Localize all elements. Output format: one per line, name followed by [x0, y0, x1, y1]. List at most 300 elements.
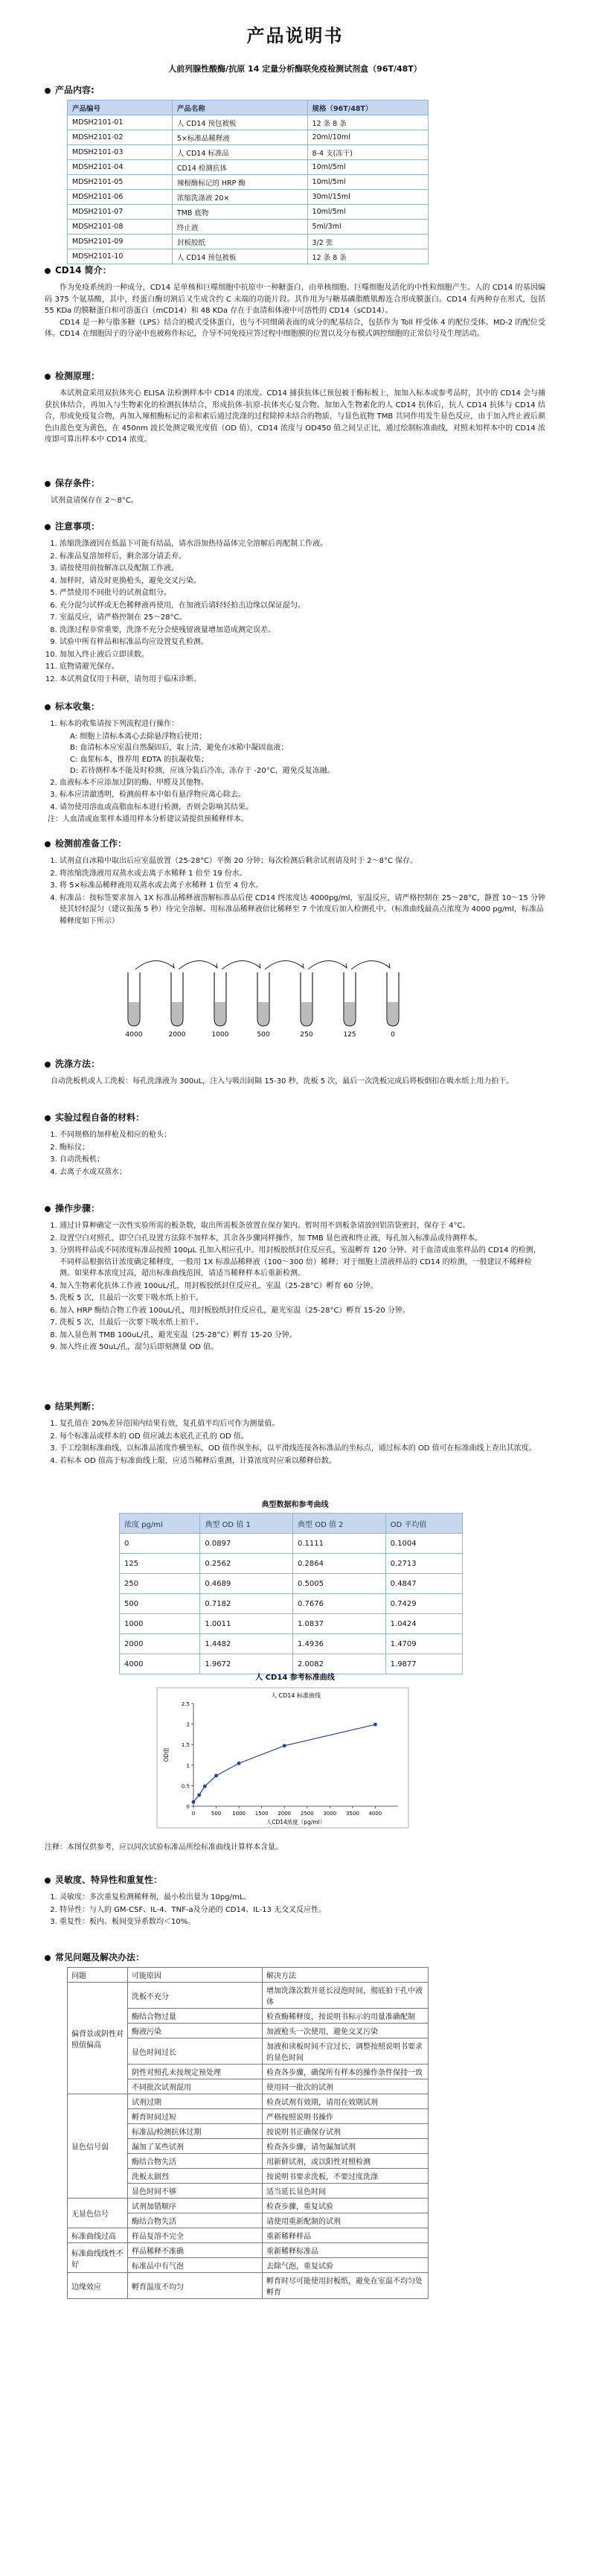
performance-section	[45, 1873, 545, 1929]
list-item: B: 血清标本应室温自然凝固后，取上清，避免在冰箱中凝固血液；	[70, 744, 289, 752]
cause-cell: 显色时间不够	[128, 2184, 263, 2199]
contents-heading: 产品内容:	[45, 83, 545, 96]
faq-table-wrap	[67, 1967, 545, 2299]
table-cell: 0.5005	[293, 1574, 386, 1594]
data-point	[192, 1800, 196, 1804]
list-item: 3. 重复性：板内、板间变异系数均＜10%。	[60, 1916, 545, 1928]
cause-cell: 标准品中有气泡	[128, 2258, 263, 2273]
sample-sub-list	[45, 731, 545, 777]
data-table-wrap	[119, 1513, 545, 1674]
table-row	[120, 1614, 463, 1634]
list-item: 3. 分别将样品或不同浓度标准品按照 100μL 孔加入相应孔中。用封板胶纸封住反应孔，室温孵育 120 分钟。对于血清或血浆样品的 CD14 的检测，不同样品根据估计浓度确定稀释度，一般用 1X 标准品稀释液（100～300 倍）稀释；对于细胞上清液样品的 CD14 的检测，一般建议不稀释检测。如果样本浓度过高，超出标准曲线范围，请适当稀释样本后重新检测。	[60, 1245, 545, 1280]
table-cell: 浓缩洗涤液 20×	[172, 190, 307, 205]
table-cell: 0.7676	[293, 1594, 386, 1614]
table-row	[68, 2199, 429, 2213]
list-item: 11. 底物请避光保存。	[60, 661, 545, 673]
list-item: 2. 标准品复溶加样后，剩余部分请丢弃。	[60, 551, 545, 563]
list-item: 1. 复孔值在 20%差异范围内结果有效，复孔值平均后可作为测量值。	[60, 1418, 545, 1430]
product-table-header	[68, 101, 429, 115]
transfer-arrow-icon	[265, 960, 304, 969]
table-row	[68, 130, 429, 145]
list-item: 3. 标本应清澈透明，检测前样本中如有悬浮物应离心除去。	[60, 789, 545, 801]
list-item: 2. 设置空白对照孔，即空白孔设置方法除不加样本，其余各步骤同样操作，加 TMB 显色液和终止液，每孔加入标准品或待测样本。	[60, 1233, 545, 1245]
table-row	[68, 190, 429, 205]
performance-list	[45, 1892, 545, 1928]
transfer-arrow-icon	[308, 960, 347, 969]
table-cell: 5ml/3ml	[307, 220, 428, 235]
cause-cell: 洗板太剧烈	[128, 2169, 263, 2184]
table-cell: 0	[120, 1534, 200, 1554]
header-cell: 产品名称	[172, 101, 307, 115]
table-cell: 0.7429	[385, 1594, 462, 1614]
solution-cell: 检查步骤，重复试验	[263, 2199, 429, 2213]
sample-notes-list	[45, 777, 545, 814]
y-tick-label: 2	[186, 1721, 190, 1728]
contents-section	[45, 83, 545, 96]
list-item: 4. 加样时，请及时更换枪头，避免交叉污染。	[60, 576, 545, 587]
solution-cell: 按说明书要求洗板，不要过度洗涤	[263, 2169, 429, 2184]
result-heading: 结果判断：	[45, 1400, 545, 1412]
data-point	[203, 1785, 207, 1788]
list-item: 5. 洗板 5 次，且最后一次要下吸水纸上拍干。	[60, 1292, 545, 1304]
solution-cell: 增加洗涤次数并延长浸泡时间，彻底拍干孔中液体	[263, 1983, 429, 2009]
cause-cell: 样品复溶不完全	[128, 2228, 263, 2243]
table-cell: 1.9672	[200, 1654, 293, 1674]
problem-cell: 边缘效应	[68, 2273, 128, 2299]
table-row	[120, 1574, 463, 1594]
list-item: 1. 标本的收集请按下列流程进行操作：	[60, 718, 545, 730]
intro-paragraph-2: CD14 是一种与脂多糖（LPS）结合的模式受体蛋白，也与不同细菌表面的成分的配基结合，包括作为 Toll 样受体 4 的配位受体、MD-2 的配位受体。CD14 在细胞因子的分泌中也被称作标记，介导不同免疫应答过程中细胞膜的位置以及分布模式调控细胞的正常信号及生理活动。	[45, 318, 545, 338]
solution-cell: 加液和读板时间不宜过长，调整按照说明书要求的显色时间	[263, 2038, 429, 2065]
list-item: A: 细胞上清标本离心去除悬浮物后使用；	[70, 732, 207, 741]
table-cell: 0.2713	[385, 1554, 462, 1574]
tube-liquid	[258, 1002, 269, 1025]
table-cell: 125	[120, 1554, 200, 1574]
table-cell: 终止液	[172, 220, 307, 235]
performance-heading: 灵敏度、特异性和重复性：	[45, 1873, 545, 1886]
table-cell: 1.0424	[385, 1614, 462, 1634]
table-cell: 250	[120, 1574, 200, 1594]
solution-cell: 按说明书正确保存试剂	[263, 2124, 429, 2139]
data-point	[214, 1774, 218, 1778]
equip-list	[45, 1129, 545, 1178]
table-cell: 0.7182	[200, 1594, 293, 1614]
principle-paragraph: 本试剂盒采用双抗体夹心 ELISA 法检测样本中 CD14 的浓度。CD14 捕获抗体已预包被于酶标板上，加加入标本或参考品时，其中的 CD14 会与捕获抗体结合，再加入与生物素化的检测抗体结合，形成抗体-抗原-抗体夹心复合物。加加入生物素化的人 CD14 抗体后，抗人 CD14 抗体与 CD14 结合，形成免疫复合物，再加入辣根酶标记的亲和素后通过洗涤的过程除掉未结合的物质，与显色底物 TMB 共同作用发生显色反应，由于加入终止液后颜色由蓝色变为黄色，在 450nm 波长处测定吸光度值（OD 值），CD14 浓度与 OD450 值之间呈正比，通过绘制标准曲线，对照未知样本中的 CD14 浓度即可算出样本中 CD14 浓度。	[45, 389, 545, 444]
table-cell: 12 条 8 条	[307, 115, 428, 130]
data-caption: 典型数据和参考曲线	[261, 1501, 329, 1509]
equip-section	[45, 1111, 545, 1179]
y-axis-label: OD值	[163, 1747, 170, 1762]
table-cell: 1.0837	[293, 1614, 386, 1634]
bullet-icon	[45, 1206, 51, 1212]
list-item: D: 若待测样本不能及时检测，应该分装后冷冻，冻存于 -20°C，避免反复冻融。	[70, 767, 335, 775]
table-cell: 人 CD14 预包被板	[172, 115, 307, 130]
table-row	[120, 1554, 463, 1574]
list-item: 10. 加加入终止液后立即读数。	[60, 649, 545, 661]
list-item: 1. 浓缩洗涤液因在低温下可能有结晶，请水浴加热待晶体完全溶解后再配制工作液。	[60, 538, 545, 550]
table-row	[68, 235, 429, 249]
transfer-arrow-icon	[135, 960, 174, 969]
tube-label: 4000	[125, 1031, 143, 1039]
tube-liquid	[344, 1002, 355, 1025]
bullet-icon	[45, 374, 51, 380]
table-cell: CD14 检测抗体	[172, 160, 307, 175]
cause-cell: 酶结合物过量	[128, 2009, 263, 2024]
x-tick-label: 4000	[368, 1811, 382, 1817]
table-cell: 8-4 支(冻干)	[307, 145, 428, 160]
list-item: 4. 请勿使用溶血或高脂血标本进行检测，否则会影响其结果。	[60, 802, 545, 814]
bullet-icon	[45, 1115, 51, 1121]
bullet-icon	[45, 88, 51, 94]
list-item: 3. 将 5×标准品稀释液用双蒸水或去离子水稀释 1 倍至 4 份水。	[60, 880, 545, 892]
table-cell: 12 条 8 条	[307, 249, 428, 264]
table-row	[120, 1534, 463, 1554]
sample-intro-list	[45, 718, 545, 730]
table-cell: MDSH2101-02	[68, 130, 173, 145]
table-cell: 封板胶纸	[172, 235, 307, 249]
arrow-head-icon	[214, 963, 217, 968]
product-table	[67, 100, 429, 264]
list-item: 1. 试剂盒自冰箱中取出后应室温放置（25-28°C）平衡 20 分钟；每次检测后剩余试剂请及时于 2～8°C 保存。	[60, 855, 545, 867]
arrow-head-icon	[257, 963, 260, 968]
problem-cell: 无显色信号	[68, 2199, 128, 2228]
table-cell: MDSH2101-10	[68, 249, 173, 264]
data-table-body	[120, 1534, 463, 1674]
y-tick-label: 1.5	[181, 1742, 190, 1749]
x-tick-label: 2000	[278, 1811, 292, 1817]
list-item: 4. 若标本 OD 值高于标准曲线上限，应适当稀释后重测，计算浓度时应乘以稀释倍数。	[60, 1456, 545, 1467]
curve-note: 注释：本图仅供参考，应以同次试验标准品所绘标准曲线计算样本含量。	[45, 1843, 283, 1852]
list-item: 8. 加入显色剂 TMB 100uL/孔，避光室温（25-28°C）孵育 15-20 分钟。	[60, 1330, 545, 1342]
cause-cell: 酶液污染	[128, 2024, 263, 2038]
table-cell: 0.1111	[293, 1534, 386, 1554]
arrow-head-icon	[170, 963, 174, 968]
list-item: 2. 血液标本不应添加过阴的酶、甲醛及其他物。	[60, 777, 545, 789]
solution-cell: 重新稀释样品	[263, 2228, 429, 2243]
solution-cell: 适当延长显色时间	[263, 2184, 429, 2199]
header-cell: 典型 OD 值 2	[293, 1514, 386, 1534]
table-cell: 1.0011	[200, 1614, 293, 1634]
cause-cell: 阴性对照孔未按规定预处理	[128, 2065, 263, 2079]
intro-section	[45, 264, 545, 340]
table-cell: MDSH2101-07	[68, 205, 173, 220]
sample-section	[45, 700, 545, 826]
bullet-icon	[45, 1062, 51, 1068]
table-cell: 10ml/5ml	[307, 160, 428, 175]
prep-list	[45, 855, 545, 927]
cause-cell: 漏加了某些试剂	[128, 2139, 263, 2154]
table-cell: MDSH2101-08	[68, 220, 173, 235]
bullet-icon	[45, 1955, 51, 1961]
list-item: 7. 室温反应，请严格控制在 25～28°C。	[60, 612, 545, 624]
transfer-arrow-icon	[222, 960, 260, 969]
table-cell: 1000	[120, 1614, 200, 1634]
bullet-icon	[45, 841, 51, 847]
bullet-icon	[45, 704, 51, 710]
cause-cell: 显色时间过长	[128, 2038, 263, 2065]
table-cell: MDSH2101-01	[68, 115, 173, 130]
solution-cell: 检查各步骤，请勿漏加试剂	[263, 2139, 429, 2154]
curve-caption-wrap	[45, 1671, 545, 1682]
storage-section	[45, 476, 545, 507]
list-item: 2. 酶标仪；	[60, 1142, 545, 1154]
table-cell: MDSH2101-06	[68, 190, 173, 205]
storage-heading: 保存条件：	[45, 476, 545, 489]
list-item: 9. 试验中所有样品和标准品均应设置复孔检测。	[60, 637, 545, 648]
x-tick-label: 0	[191, 1811, 196, 1817]
faq-table-header	[68, 1968, 429, 1983]
solution-cell: 检查酶稀释度，按说明书标示的用量准确配制	[263, 2009, 429, 2024]
intro-paragraph-1: 作为免疫系统的一种成分，CD14 是单核和巨噬细胞中抗原中一种糖蛋白，由单核细胞、巨噬细胞及活化的中性粒细胞产生。人的 CD14 的基因编码 375 个氨基酸，其中，经蛋白酶切割后又生成含约 C 末端的功能片段。其作用为与糖基磷脂酰肌醇连合形成膜蛋白。CD14 有两种存在形式，包括 55 KDa 的膜糖蛋白和可溶蛋白（mCD14）和 48 KDa 存在于血清和体液中可溶性的 CD14（sCD14）。	[45, 284, 545, 315]
list-item: 6. 加入 HRP 酶结合物工作液 100uL/孔，用封板胶纸封住反应孔，避光室温（25-28°C）孵育 15-20 分钟。	[60, 1305, 545, 1317]
header-cell: 解决方法	[263, 1968, 429, 1983]
header-cell: OD 平均值	[385, 1514, 462, 1534]
faq-table	[67, 1967, 429, 2299]
faq-table-body	[68, 1983, 429, 2299]
table-cell: 1.4709	[385, 1634, 462, 1654]
list-item: 1. 不同规格的加样枪及相应的枪头；	[60, 1129, 545, 1141]
cause-cell: 试剂过期	[128, 2094, 263, 2109]
list-item: 1. 灵敏度：多次重复检测稀释剂，最小检出量为 10pg/mL。	[60, 1892, 545, 1904]
result-list	[45, 1418, 545, 1467]
curve-caption: 人 CD14 参考标准曲线	[255, 1674, 335, 1682]
table-cell: 5×标准品稀释液	[172, 130, 307, 145]
bullet-icon	[45, 1404, 51, 1410]
table-row	[68, 1983, 429, 2009]
problem-cell: 偏背景或阴性对照值偏高	[68, 1983, 128, 2094]
storage-text: 试剂盒请保存在 2～8°C。	[51, 497, 138, 505]
product-table-wrap	[67, 100, 545, 264]
solution-cell: 严格按照说明书操作	[263, 2109, 429, 2124]
x-tick-label: 500	[211, 1811, 222, 1817]
x-axis-label: 人CD14浓度（pg/ml）	[266, 1819, 326, 1826]
x-tick-label: 1000	[232, 1811, 246, 1817]
solution-cell: 请使用重新配制的试剂	[263, 2213, 429, 2228]
table-cell: 0.0897	[200, 1534, 293, 1554]
solution-cell: 孵育时尽可能使用封板纸，避免在室温不均匀处孵育	[263, 2273, 429, 2299]
solution-cell: 使用同一批次的试剂	[263, 2079, 429, 2094]
table-row	[68, 2228, 429, 2243]
cause-cell: 试剂加错顺序	[128, 2199, 263, 2213]
solution-cell: 加液枪头一次使用，避免交叉污染	[263, 2024, 429, 2038]
header-cell: 浓度 pg/ml	[120, 1514, 200, 1534]
standard-curve-chart	[156, 1687, 409, 1829]
list-item: C: 血浆标本，推荐用 EDTA 的抗凝收集；	[70, 755, 209, 764]
table-row	[68, 2243, 429, 2258]
product-table-body	[68, 115, 429, 264]
tube-label: 125	[343, 1031, 356, 1039]
table-cell: 10ml/5ml	[307, 175, 428, 190]
list-item: 4. 标准品：按标签要求加入 1X 标准品稀释液溶解标准品后使 CD14 终浓度达 4000pg/ml，室温反应，请严格控制在 25～28°C，静置 10～15 分钟使其轻轻混匀（建议振荡 5 秒）待完全溶解。用标准品稀释液倍比稀释至 7 个浓度后加入检测孔中。（标准曲线最高点浓度为 4000 pg/ml，标准品稀释度如下所示）	[60, 893, 545, 928]
tube-label: 1000	[211, 1031, 229, 1039]
principle-heading: 检测原理：	[45, 369, 545, 382]
list-item: 2. 特异性：与人的 GM-CSF、IL-4、TNF-a及分泌的 CD14、IL-13 无交叉反应性。	[60, 1904, 545, 1916]
problem-cell: 标准曲线线性不好	[68, 2243, 128, 2273]
table-cell: 2000	[120, 1634, 200, 1654]
table-row	[68, 249, 429, 264]
header-cell: 典型 OD 值 1	[200, 1514, 293, 1534]
solution-cell: 重新稀释标准品	[263, 2243, 429, 2258]
arrow-head-icon	[386, 963, 390, 968]
data-table	[119, 1513, 463, 1674]
table-cell: 0.4847	[385, 1574, 462, 1594]
bullet-icon	[45, 1878, 51, 1884]
data-caption-wrap	[45, 1498, 545, 1509]
table-cell: 10ml/5ml	[307, 205, 428, 220]
table-cell: MDSH2101-04	[68, 160, 173, 175]
x-tick-label: 3000	[323, 1811, 337, 1817]
header-cell: 规格（96T/48T）	[307, 101, 428, 115]
curve-note-wrap	[45, 1842, 545, 1854]
table-row	[68, 2094, 429, 2109]
notes-heading: 注意事项：	[45, 520, 545, 532]
faq-section	[45, 1951, 545, 1963]
x-tick-label: 1500	[254, 1811, 269, 1817]
cause-cell: 标准品/检测抗体过期	[128, 2124, 263, 2139]
procedure-heading: 操作步骤：	[45, 1202, 545, 1214]
tube-liquid	[172, 1002, 182, 1025]
arrow-head-icon	[343, 963, 347, 968]
table-cell: 1.4482	[200, 1634, 293, 1654]
wash-section	[45, 1057, 545, 1088]
principle-section	[45, 369, 545, 446]
table-cell: 0.4689	[200, 1574, 293, 1594]
table-cell: 20ml/10ml	[307, 130, 428, 145]
document-subtitle: 人前列腺性酸酶/抗原 14 定量分析酶联免疫检测试剂盒（96T/48T）	[168, 64, 422, 74]
transfer-arrow-icon	[351, 960, 390, 969]
cause-cell: 孵育温度不均匀	[128, 2273, 263, 2299]
result-section	[45, 1400, 545, 1467]
solution-cell: 检查试剂有效期，请用在效期试剂	[263, 2094, 429, 2109]
table-cell: 0.2562	[200, 1554, 293, 1574]
solution-cell: 检查各步骤，确保所有样本的操作条件保持一致	[263, 2065, 429, 2079]
procedure-section	[45, 1202, 545, 1354]
tube-label: 250	[300, 1031, 313, 1039]
equip-heading: 实验过程自备的材料：	[45, 1111, 545, 1123]
x-tick-label: 2500	[300, 1811, 314, 1817]
list-item: 1. 通过计算种确定一次性实验所需的板条数，取出所需板条放置在保存架内。暂时用不到板条请放回铝箔袋密封，保存于 4°C。	[60, 1220, 545, 1232]
table-row	[120, 1634, 463, 1654]
y-tick-label: 0.5	[181, 1783, 190, 1790]
notes-list	[45, 538, 545, 685]
header-cell: 产品编号	[68, 101, 173, 115]
header-cell: 可能原因	[128, 1968, 263, 1983]
header-cell: 问题	[68, 1968, 128, 1983]
solution-cell: 去除气泡，重复试验	[263, 2258, 429, 2273]
y-tick-label: 1	[186, 1762, 190, 1769]
list-item: 8. 洗涤过程非常重要，洗涤不充分会使残留液量增加造成测定误差。	[60, 625, 545, 637]
table-row	[68, 145, 429, 160]
table-cell: 30ml/15ml	[307, 190, 428, 205]
data-point	[283, 1744, 286, 1747]
list-item: 12. 本试剂盒仅用于科研，请勿用于临床诊断。	[60, 674, 545, 686]
prep-section	[45, 837, 545, 928]
table-cell: 2.0082	[293, 1654, 386, 1674]
table-cell: 0.1004	[385, 1534, 462, 1554]
table-cell: 4000	[120, 1654, 200, 1674]
tube-liquid	[301, 1002, 312, 1025]
list-item: 3. 请按使用前按解冻以及配制工作液。	[60, 563, 545, 575]
transfer-arrow-icon	[179, 960, 217, 969]
data-point	[197, 1794, 201, 1797]
tube-label: 500	[257, 1031, 270, 1039]
table-row	[68, 220, 429, 235]
table-row	[68, 205, 429, 220]
wash-heading: 洗涤方法：	[45, 1057, 545, 1070]
problem-cell: 显色信号弱	[68, 2094, 128, 2199]
data-table-header	[120, 1514, 463, 1534]
table-row	[68, 115, 429, 130]
list-item: 4. 去离子水或双蒸水；	[60, 1167, 545, 1179]
dilution-tubes-diagram	[119, 950, 432, 1039]
wash-text: 自动洗板机或人工洗板：每孔洗涤液为 300uL，注入与吸出间隔 15-30 秒，洗板 5 次，最后一次洗板完成后将板倒扣在吸水纸上用力拍干。	[51, 1077, 514, 1085]
prep-heading: 检测前准备工作：	[45, 837, 545, 849]
procedure-list	[45, 1220, 545, 1354]
cause-cell: 酶结合物失活	[128, 2213, 263, 2228]
x-tick-label: 3500	[345, 1811, 359, 1817]
list-item: 5. 严禁使用不同批号的试剂盒组分。	[60, 587, 545, 599]
sample-note-tail: 注：人血清或血浆样本通用样本分析建议请提供预稀释样本。	[48, 815, 248, 823]
tube-label: 2000	[168, 1031, 186, 1039]
bullet-icon	[45, 524, 51, 530]
table-cell: 0.2864	[293, 1554, 386, 1574]
list-item: 2. 每个标准品或样本的 OD 值应减去本底孔正孔的 OD 值。	[60, 1431, 545, 1443]
table-cell: MDSH2101-09	[68, 235, 173, 249]
chart-frame	[157, 1688, 408, 1828]
chart-title: 人 CD14 标准曲线	[270, 1692, 321, 1699]
cause-cell: 不同批次试剂混用	[128, 2079, 263, 2094]
table-cell: MDSH2101-05	[68, 175, 173, 190]
tube-label: 0	[391, 1031, 395, 1039]
arrow-head-icon	[300, 963, 304, 968]
tube-liquid	[215, 1002, 225, 1025]
table-cell: MDSH2101-03	[68, 145, 173, 160]
document-title: 产品说明书	[246, 25, 344, 46]
list-item: 9. 加入终止液 50uL/孔，混匀后即刻测量 OD 值。	[60, 1342, 545, 1354]
tube-liquid	[129, 1002, 139, 1025]
bullet-icon	[45, 481, 51, 487]
cause-cell: 洗板不充分	[128, 1983, 263, 2009]
table-cell: 1.4936	[293, 1634, 386, 1654]
table-row	[120, 1594, 463, 1614]
problem-cell: 标准曲线过高	[68, 2228, 128, 2243]
tube-liquid	[388, 1002, 398, 1025]
list-item: 3. 自动洗板机；	[60, 1154, 545, 1166]
list-item: 7. 洗板 5 次，且最后一次要下吸水纸上拍干。	[60, 1317, 545, 1329]
cause-cell: 酶结合物失活	[128, 2154, 263, 2169]
table-cell: 人 CD14 标准品	[172, 145, 307, 160]
y-tick-label: 0	[186, 1804, 190, 1810]
table-cell: 人 CD14 预包被板	[172, 249, 307, 264]
data-point	[373, 1723, 377, 1727]
notes-section	[45, 520, 545, 686]
table-cell: 500	[120, 1594, 200, 1614]
cause-cell: 样品稀释不准确	[128, 2243, 263, 2258]
sample-heading: 标本收集：	[45, 700, 545, 712]
table-row	[68, 175, 429, 190]
y-tick-label: 2.5	[181, 1701, 190, 1707]
list-item: 2. 将浓缩洗涤液用双蒸水或去离子水稀释 1 倍至 19 份水。	[60, 868, 545, 880]
table-cell: TMB 底物	[172, 205, 307, 220]
intro-heading: CD14 简介：	[45, 264, 545, 276]
bullet-icon	[45, 268, 51, 274]
data-point	[237, 1762, 241, 1765]
table-row	[68, 2273, 429, 2299]
table-cell: 1.9877	[385, 1654, 462, 1674]
table-row	[68, 160, 429, 175]
faq-heading: 常见问题及解决办法：	[45, 1951, 545, 1963]
table-cell: 3/2 张	[307, 235, 428, 249]
